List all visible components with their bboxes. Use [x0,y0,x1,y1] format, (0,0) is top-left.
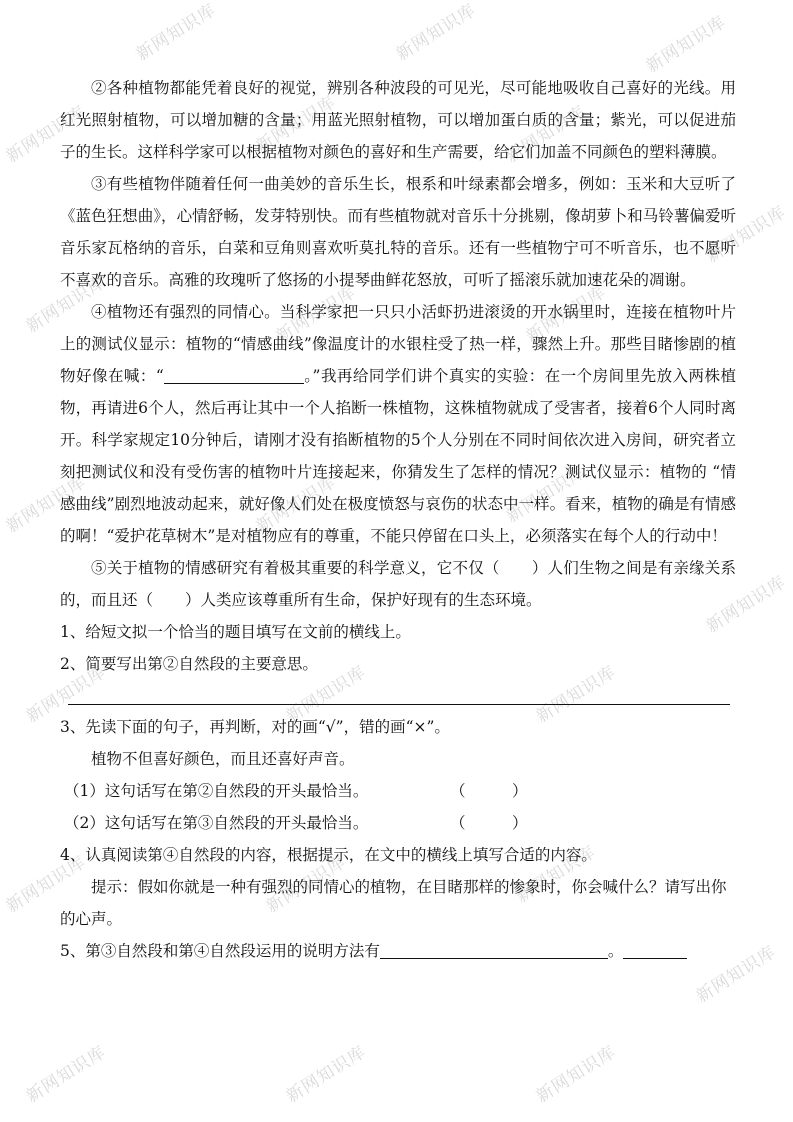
question-3-sentence: 植物不但喜好颜色，而且还喜好声音。 [91,750,355,768]
watermark: 新网知识库 [392,0,480,65]
watermark: 新网知识库 [282,1042,370,1107]
watermark: 新网知识库 [502,462,590,527]
watermark: 新网知识库 [2,472,90,537]
paragraph-5-start: ⑤关于植物的情感研究有着极其重要的科学意义，它不仅（ [91,559,500,577]
watermark: 新网知识库 [2,852,90,917]
watermark: 新网知识库 [502,102,590,167]
paragraph-5 [60,552,736,616]
watermark: 新网知识库 [522,282,610,347]
watermark: 新网知识库 [262,852,350,917]
watermark: 新网知识库 [692,942,780,1007]
paragraph-4-start: ④植物还有强烈的同情心。当科学家把一只只小活虾扔进滚烫的开水锅里时，连接在植物叶片上的测试仪显示：植物的“情感曲线”像温度计的水银柱受了热一样，骤然上升。那些目睹惨剧的植物好像在喊：“ [60,303,736,385]
watermark: 新网知识库 [252,92,340,157]
paragraph-5-middle: ）人们生物之间是有亲缘关系的，而且还（ [60,559,736,609]
paragraph-5-end: ）人类应该尊重所有生命，保护好现有的生态环境。 [185,591,542,609]
watermark: 新网知识库 [702,202,790,267]
question-1: 1、给短文拟一个恰当的题目填写在文前的横线上。 [60,623,411,641]
paragraph-2: ②各种植物都能凭着良好的视觉，辨别各种波段的可见光，尽可能地吸收自己喜好的光线。用红光照射植物，可以增加糖的含量；用蓝光照射植物，可以增加蛋白质的含量；紫光，可以促进茄子的生长。这样科学家可以根据植物对颜色的喜好和生产需要，给它们加盖不同颜色的塑料薄膜。 [60,79,736,161]
judge-answer-1[interactable]: （ ） [450,782,528,800]
watermark: 新网知识库 [642,12,730,77]
watermark: 新网知识库 [512,842,600,907]
watermark: 新网知识库 [132,0,220,65]
judge-answer-2[interactable]: （ ） [450,814,528,832]
question-5-fill-blank-tail[interactable] [623,940,687,959]
question-5-period: 。 [607,942,624,960]
watermark: 新网知识库 [532,1042,620,1107]
watermark: 新网知识库 [252,472,340,537]
question-3-item-1-text: （1）这句话写在第②自然段的开头最恰当。 [64,782,369,800]
watermark: 新网知识库 [22,1042,110,1107]
question-4-hint: 提示：假如你就是一种有强烈的同情心的植物，在目睹那样的惨象时，你会喊什么？请写出你的心声。 [60,878,727,928]
paragraph-3: ③有些植物伴随着任何一曲美妙的音乐生长，根系和叶绿素都会增多，例如：玉米和大豆听了《蓝色狂想曲》，心情舒畅，发芽特别快。而有些植物就对音乐十分挑剔，像胡萝卜和马铃薯偏爱听音乐家瓦格纳的音乐，白菜和豆角则喜欢听莫扎特的音乐。还有一些植物宁可不听音乐，也不愿听不喜欢的音乐。高雅的玫瑰听了悠扬的小提琴曲鲜花怒放，可听了摇滚乐就加速花朵的凋谢。 [60,175,736,289]
watermark: 新网知识库 [2,102,90,167]
question-5-fill-blank[interactable] [380,940,608,959]
question-5 [60,935,736,967]
watermark: 新网知识库 [702,572,790,637]
watermark: 新网知识库 [22,272,110,337]
shout-fill-blank[interactable] [164,365,304,384]
question-3-item-1 [60,775,736,807]
document-body [60,72,736,967]
question-3-item-2-text: （2）这句话写在第③自然段的开头最恰当。 [64,814,369,832]
question-3-item-2 [60,807,736,839]
question-2: 2、简要写出第②自然段的主要意思。 [60,655,318,673]
question-5-text: 5、第③自然段和第④自然段运用的说明方法有 [60,942,380,960]
question-4: 4、认真阅读第④自然段的内容，根据提示，在文中的横线上填写合适的内容。 [60,846,597,864]
question-2-answer-line[interactable] [68,680,730,705]
watermark: 新网知识库 [272,282,360,347]
paragraph-4 [60,296,736,552]
question-3: 3、先读下面的句子，再判断，对的画“√”，错的画“×”。 [60,718,450,736]
paragraph-4-rest: 。”我再给同学们讲个真实的实验：在一个房间里先放入两株植物，再请进6个人，然后再让其中一个人掐断一株植物，这株植物就成了受害者，接着6个人同时离开。科学家规定10分钟后，请刚才没有掐断植物的5个人分别在不同时间依次进入房间，研究者立刻把测试仪和没有受伤害的植物叶片连接起来，你猜发生了怎样的情况？测试仪显示：植物的 “情感曲线”剧烈地波动起来，就好像人们处在极度愤怒与哀伤的状态中一样。看来，植物的确是有情感的啊！“爱护花草树木”是对植物应有的尊重，不能只停留在口头上，必须落实在每个人的行动中！ [60,367,736,545]
watermark: 新网知识库 [532,662,620,727]
watermark: 新网知识库 [22,662,110,727]
watermark: 新网知识库 [282,662,370,727]
